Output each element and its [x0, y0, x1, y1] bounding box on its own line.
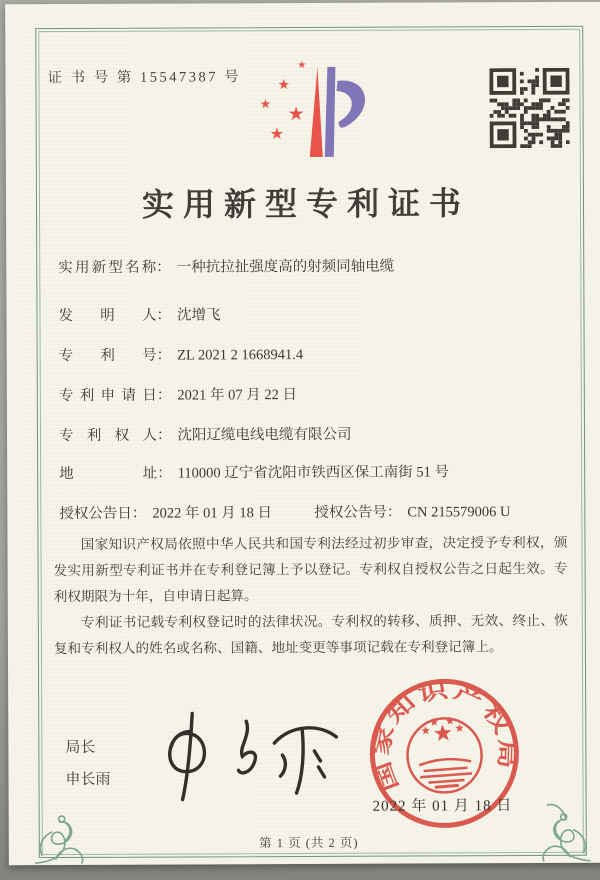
legal-paragraph: 国家知识产权局依照中华人民共和国专利法经过初步审查，决定授予专利权，颁发实用新型专利证书并在专利登记簿上予以登记。专利权自授权公告之日起生效。专利权期限为十年，自申请日起算。 — [53, 534, 568, 605]
field-value: 110000 辽宁省沈阳市铁西区保工南街 51 号 — [177, 464, 450, 482]
logo-spire-and-p-icon — [251, 61, 375, 168]
seal-date: 2022 年 01 月 18 日 — [372, 798, 513, 815]
field-label: 实用新型名称 — [58, 259, 157, 277]
colon: ： — [156, 307, 172, 324]
logo-star-icon: ★ — [277, 78, 291, 94]
field-row-grant — [59, 501, 511, 523]
logo-star-icon: ★ — [287, 104, 305, 126]
field-label: 发明人 — [58, 307, 157, 325]
field-row-patentee — [59, 423, 352, 445]
cnipa-logo-icon — [251, 61, 375, 168]
signature-shen-changyu-icon — [146, 701, 356, 814]
field-label: 专利申请日 — [58, 387, 157, 405]
grant-no-label: 授权公告号 — [314, 504, 387, 521]
field-value: 沈增飞 — [176, 307, 221, 324]
field-value: 一种抗拉扯强度高的射频同轴电缆 — [176, 258, 395, 276]
corner-flourish-icon — [522, 793, 594, 865]
colon: ： — [156, 387, 172, 404]
page-footer: 第 1 页 (共 2 页) — [259, 835, 359, 851]
colon: ： — [157, 465, 172, 482]
qr-code-icon — [489, 68, 569, 148]
grant-date-value: 2022 年 01 月 18 日 — [152, 505, 273, 522]
grant-no-group — [314, 500, 510, 522]
field-row-inventor — [58, 303, 220, 325]
field-label: 专利号 — [58, 347, 157, 365]
field-label: 地址 — [59, 465, 158, 483]
colon: ： — [131, 505, 147, 522]
colon: ： — [156, 259, 171, 276]
field-row-patent-no — [59, 343, 304, 365]
signer-block — [65, 732, 110, 796]
legal-paragraph: 专利证书记载专利权登记时的法律状况。专利权的转移、质押、无效、终止、恢复和专利权人的姓名或名称、国籍、地址变更等事项记载在专利登记簿上。 — [53, 612, 568, 657]
certificate-number: 证 书 号 第 15547387 号 — [47, 69, 242, 87]
certificate-paper — [5, 2, 600, 866]
field-value: 2021 年 07 月 22 日 — [177, 387, 297, 404]
grant-no-value: CN 215579006 U — [407, 504, 511, 521]
logo-star-icon: ★ — [269, 126, 285, 144]
field-value: ZL 2021 2 1668941.4 — [177, 347, 304, 364]
signer-title: 局长 — [65, 739, 96, 757]
colon: ： — [156, 347, 172, 364]
field-value: 沈阳辽缆电线电缆有限公司 — [177, 426, 352, 444]
field-row-name — [58, 255, 394, 277]
legal-text-block — [53, 530, 568, 662]
field-row-address — [59, 460, 449, 483]
colon: ： — [156, 427, 172, 444]
seal-text: 国家知识产权局 — [368, 679, 519, 795]
logo-star-icon: ★ — [297, 59, 307, 72]
corner-flourish-icon — [32, 795, 104, 867]
field-row-filing-date — [59, 383, 297, 405]
logo-star-icon: ★ — [259, 96, 272, 112]
colon: ： — [386, 504, 402, 521]
field-label: 专利权人 — [58, 427, 158, 445]
signer-name: 申长雨 — [65, 771, 111, 789]
grant-date-label: 授权公告日 — [59, 505, 132, 523]
certificate-title: 实用新型专利证书 — [141, 185, 471, 223]
